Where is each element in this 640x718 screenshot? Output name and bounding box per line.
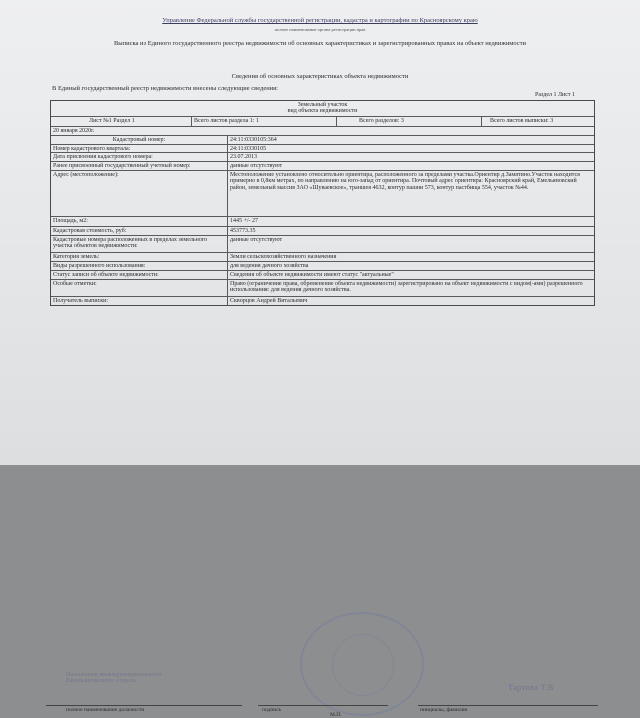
field-row xyxy=(51,171,594,217)
signer-position: Начальник межмуниципального Емельяновского отдела xyxy=(66,672,162,684)
document-title: Выписка из Единого государственного реестра недвижимости об основных характеристиках и зарегистрированных правах на объект недвижимости xyxy=(113,40,527,47)
field-row xyxy=(51,280,594,297)
position-line xyxy=(46,705,242,706)
total-sheets-section: Всего листов раздела 1: 1 xyxy=(191,117,336,126)
signature-line xyxy=(258,705,388,706)
field-row xyxy=(51,217,594,227)
object-type-caption: вид объекта недвижимости xyxy=(287,108,358,115)
field-row xyxy=(51,153,594,162)
field-value: 23.07.2013 xyxy=(227,153,596,161)
field-value: 453773.35 xyxy=(227,227,596,235)
field-label: Особые отметки: xyxy=(53,281,97,287)
total-sections: Всего разделов: 3 xyxy=(336,117,481,126)
field-value: Местоположение установлено относительно ориентира, расположенного за пределами участка.Ориентир д.Замятино.Участок находится примерно в 0,8км метрах, по направлению на юго-запад от ориентира. Почтовый адрес ориентира: Красноярский край, Емельяновский район, земельный массив ЗАО «Шуваевское», траншея 4632, контур пашни 573, контур пастбища 554, участок №44. xyxy=(227,171,596,216)
object-type: Земельный участок xyxy=(297,102,348,108)
signature-caption: подпись xyxy=(262,707,282,713)
field-row xyxy=(51,136,594,145)
field-value: Сведения об объекте недвижимости имеют статус "актуальные" xyxy=(227,271,596,279)
field-label: Ранее присвоенный государственный учетный номер: xyxy=(53,163,191,169)
field-label: Кадастровый номер: xyxy=(112,137,166,143)
field-value: Право (ограничение права, обременение объекта недвижимости) зарегистрировано на объект недвижимости с видом(-ами) разрешенного использования: для ведения дачного хозяйства. xyxy=(227,280,596,296)
field-row xyxy=(51,271,594,280)
field-value: данные отсутствуют xyxy=(227,236,596,252)
field-label: Дата присвоения кадастрового номера: xyxy=(53,154,153,160)
name-caption: инициалы, фамилия xyxy=(420,707,468,713)
field-value: Скворцов Андрей Витальевич xyxy=(227,297,596,306)
signature-block xyxy=(0,300,640,718)
stamp-place: М.П. xyxy=(330,712,342,718)
registry-authority: Управление Федеральной службы государственной регистрации, кадастра и картографии по Красноярскому краю xyxy=(162,17,478,24)
authority-caption: полное наименование органа регистрации прав xyxy=(274,27,366,32)
field-row xyxy=(51,162,594,171)
name-line xyxy=(418,705,598,706)
field-label: Кадастровые номера расположенных в пределах земельного участка объектов недвижимости: xyxy=(53,237,208,250)
position-caption: полное наименование должности xyxy=(66,707,145,713)
field-value: 24:11:0330105:364 xyxy=(227,136,596,144)
total-sheets: Всего листов выписки: 3 xyxy=(481,117,596,126)
field-value: Земли сельскохозяйственного назначения xyxy=(227,253,596,261)
object-info-table xyxy=(50,100,595,306)
field-row xyxy=(51,262,594,271)
field-value: 1445 +/- 27 xyxy=(227,217,596,226)
field-label: Категория земель: xyxy=(53,254,100,260)
signer-name: Тартова Т.В xyxy=(508,683,554,692)
field-value: 24:11:0330105 xyxy=(227,145,596,152)
field-row xyxy=(51,236,594,253)
field-label: Номер кадастрового квартала: xyxy=(53,146,131,152)
section-title: Сведения об основных характеристиках объекта недвижимости xyxy=(231,73,409,80)
field-label: Адрес (местоположение): xyxy=(53,172,119,178)
field-row xyxy=(51,253,594,262)
section-number: Раздел 1 Лист 1 xyxy=(535,92,576,98)
field-label: Получатель выписки: xyxy=(53,298,109,304)
extract-date: 20 января 2020г. xyxy=(53,128,95,134)
field-label: Виды разрешенного использования: xyxy=(53,263,146,269)
section-subtitle: В Единый государственный реестр недвижимости внесены следующие сведения: xyxy=(52,85,278,92)
sheet-label: Лист №1 Раздел 1 xyxy=(89,118,135,124)
field-value: данные отсутствуют xyxy=(227,162,596,170)
field-label: Площадь, м2: xyxy=(53,218,88,224)
date-row xyxy=(51,127,594,136)
object-type-row xyxy=(51,101,594,117)
official-seal xyxy=(300,612,424,716)
field-row xyxy=(51,145,594,153)
field-value: для ведения дачного хозяйства xyxy=(227,262,596,270)
field-label: Кадастровая стоимость, руб: xyxy=(53,228,127,234)
field-label: Статус записи об объекте недвижимости: xyxy=(53,272,159,278)
field-row xyxy=(51,227,594,236)
sheet-info-row xyxy=(51,117,594,127)
